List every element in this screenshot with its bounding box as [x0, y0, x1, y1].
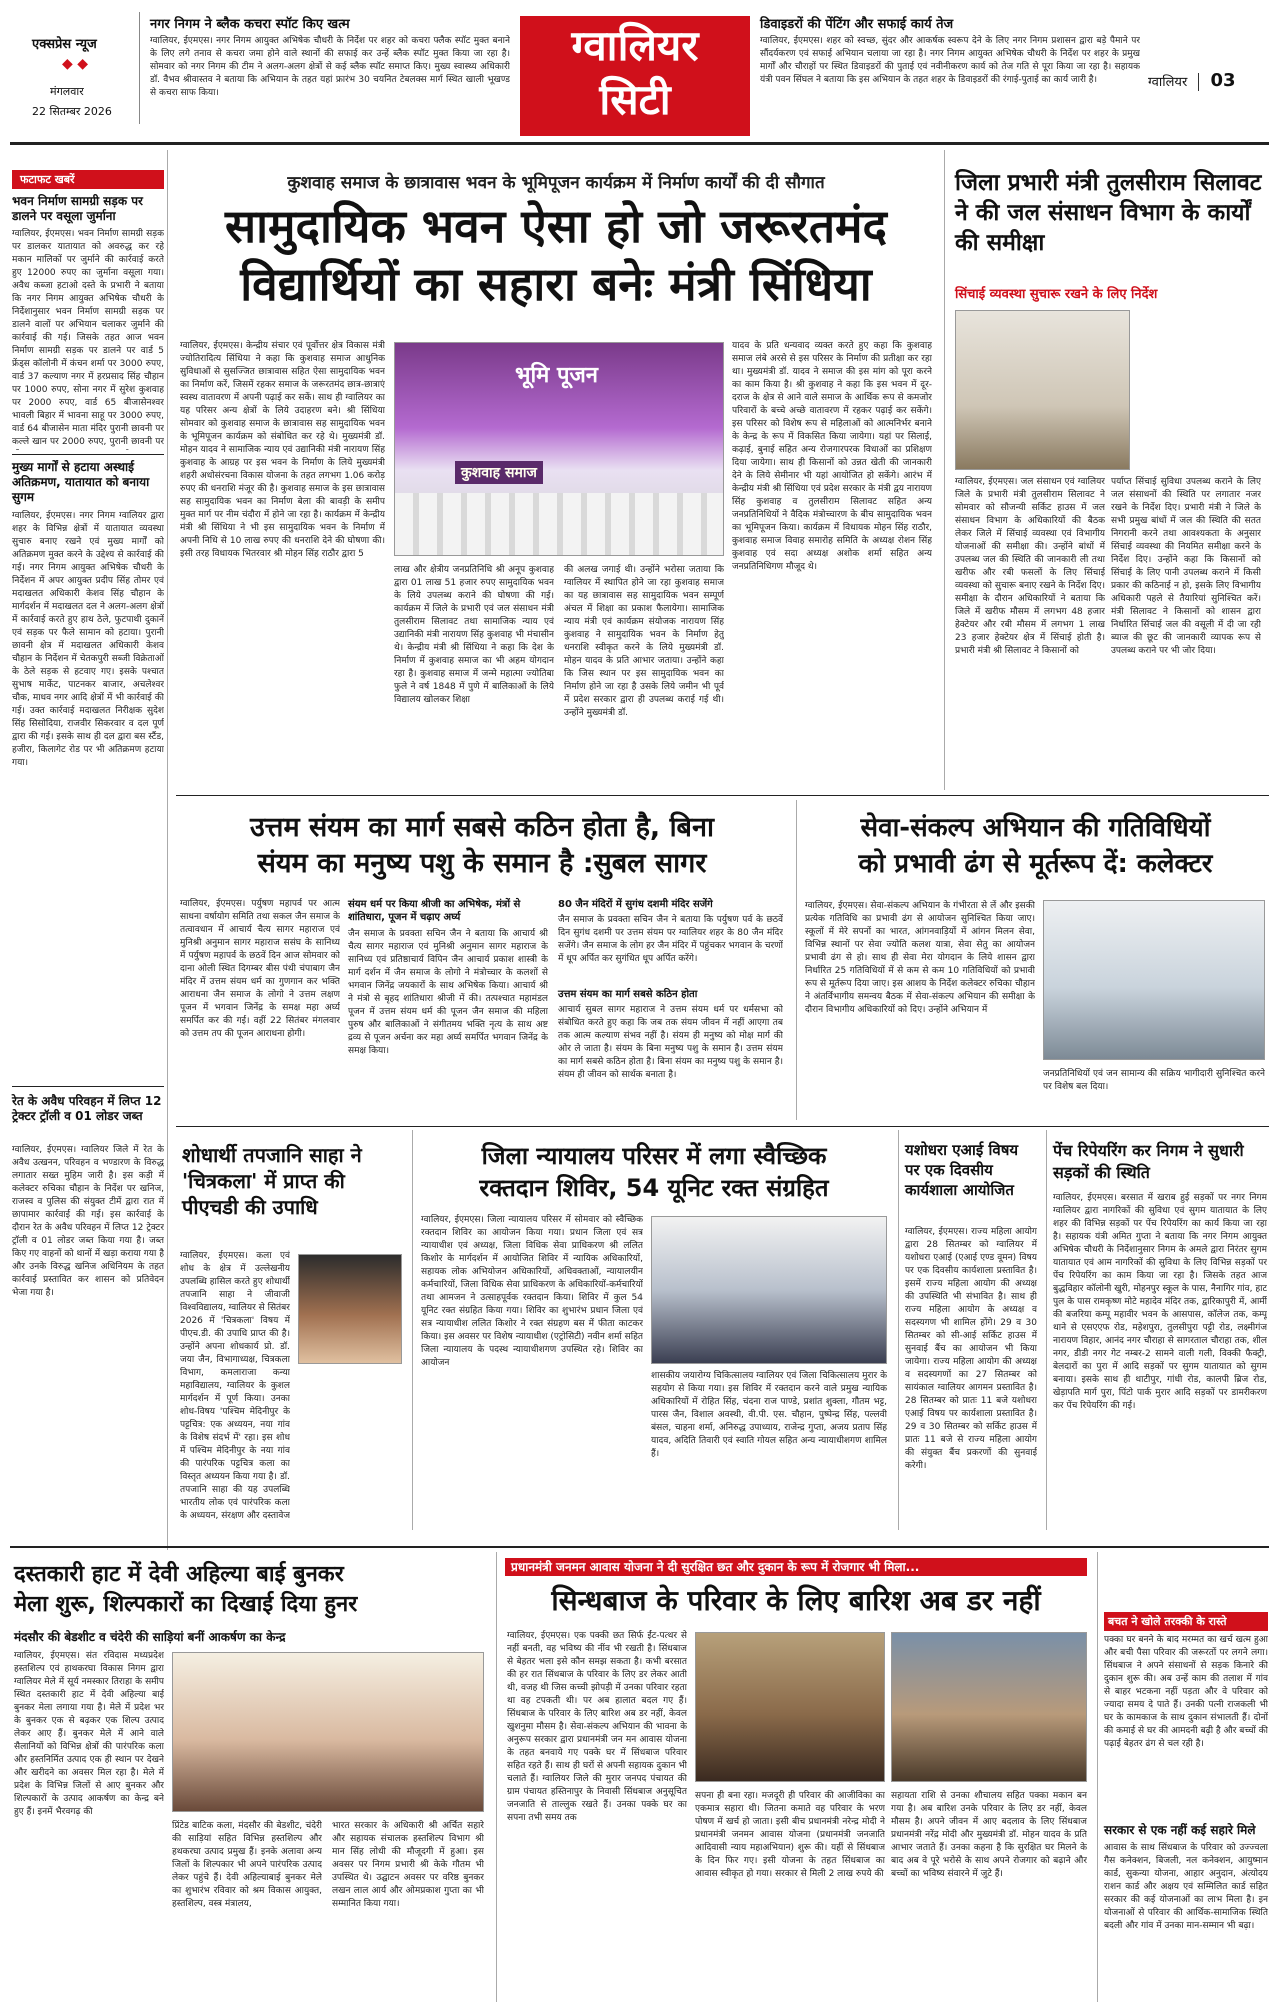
awas-banner: प्रधानमंत्री जनमन आवास योजना ने दी सुरक्षित छत और दुकान के रूप में रोजगार भी मिला... [505, 1558, 1087, 1576]
patch-col-1: ग्वालियर, ईएमएस। बरसात में खराब हुई सड़कों पर नगर निगम ग्वालियर द्वारा नागरिकों की सुविधा एवं सुगम यातायात के लिए शहर की विभिन्न सड़कों पर पेंच रिपेयरिंग का कार्य किया जा रहा है। सहायक यंत्री अमित गुप्ता ने बताया कि नगर निगम आयुक्त अभिषेक चौधरी के निर्देशानुसार निगम के अमले द्वारा निरंतर सुगम यातायात एवं आम नागरिकों की सुविधा के लिए विभिन्न सड़कों पर पेंच रिपेयरिंग का काम किया जा रहा है। जिसके तहत आज बुद्धविहार कॉलोनी खुरी, मोहनपुर स्कूल के पास, नैनागिर गांव, हाट पुल के पास रामकृष्ण मोटे महादेव मंदिर तक, द्वारिकापुरी में, आर्मी की बजरिया कम्पू महावीर भवन के आसपास, कॉलेज तक, कम्पू थाने से एसएएफ रोड, महेशपुरा, तुलसीपुरा पट्टी रोड, लक्ष्मीगंज नारायण विहार, आनंद नगर चौराहा से सागरताल चौराहा तक, शील नगर, डीडी नगर गेट नम्बर-2 सामने वाली गली, विक्की फैक्ट्री, बेलदारों का पुरा में आदि सड़कों पर सुगम यातायात को सुगम बनाया। इसके साथ ही थाटीपुर, गांधी रोड, कालपी ब्रिज रोड, खेड़ापति मार्ग पुरा, पिंटो पार्क मुरार आदि सड़कों पर डामरीकरण कर पेंच रिपेयरिंग की गई। [1053, 1193, 1267, 1411]
sidebar-label: फटाफट खबरें [12, 170, 164, 189]
haat-col-2: प्रिंटेड बाटिक कला, मंदसौर की बेडशीट, चंदेरी की साड़ियां सहित विभिन्न हस्तशिल्प और हथकरघा उत्पाद प्रमुख हैं। इनके अलावा अन्य जिलों के शिल्पकार भी अपने पारंपरिक उत्पाद लेकर पहुंचे हैं। देवी अहिल्याबाई बुनकर मेले का शुभारंभ रविवार को श्रम विकास आयुक्त, हस्तशिल्प, वस्त्र मंत्रालय, [172, 1821, 322, 1909]
sidebar-bottom [1097, 1552, 1269, 2002]
haat-headline-2: मेला शुरू, शिल्पकारों का दिखाई दिया हुनर [14, 1592, 358, 1617]
lead-kicker: कुशवाह समाज के छात्रावास भवन के भूमिपूजन कार्यक्रम में निर्माण कार्यों की दी सौगात [287, 173, 825, 193]
masthead-rule [10, 142, 1269, 145]
saha-col-1: ग्वालियर, ईएमएस। कला एवं शोध के क्षेत्र में उल्लेखनीय उपलब्धि हासिल करते हुए शोधार्थी तपजानि साहा ने जीवाजी विश्वविद्यालय, ग्वालियर से सितंबर 2026 में 'चित्रकला' विषय में पीएच.डी. की उपाधि प्राप्त की है। उन्होंने अपना शोधकार्य प्रो. डॉ. जया जैन, विभागाध्यक्ष, चित्रकला विभाग, कमलाराजा कन्या महाविद्यालय, ग्वालियर के कुशल मार्गदर्शन में पूर्ण किया। उनका शोध-विषय 'पश्चिम मेदिनीपुर के पट्टचित्र: एक अध्ययन, नया गांव के विशेष संदर्भ में' रहा। इस शोध में पश्चिम मेदिनीपुर के नया गांव की पारंपरिक पट्टचित्र कला का विस्तृत अध्ययन किया गया है। डॉ. तपजानि साहा की यह उपलब्धि भारतीय लोक एवं पारंपरिक कला के अध्ययन, संरक्षण और दस्तावेज [180, 1251, 290, 1520]
subal-col-3-head: 80 जैन मंदिरों में सुगंध दशमी मंदिर सजेंगे [558, 899, 713, 910]
blood-col-2: शासकीय जयारोग्य चिकित्सालय ग्वालियर एवं जिला चिकित्सालय मुरार के सहयोग से किया गया। इस शिविर में रक्तदान करने वाले प्रमुख न्यायिक अधिकारियों में रोहित सिंह, चंदना राज पाण्डे, प्रशांत शुक्ला, गौतम भट्ट, पारस जैन, विशाल अवस्थी, वी.पी. एस. चौहान, पुष्पेन्द्र सिंह, पल्लवी बंसल, चाहना शर्मा, अनिरुद्ध उपाध्याय, राजेन्द्र गुप्ता, अजय प्रताप सिंह यादव, अदिति तिवारी एवं स्वाति गोयल सहित अन्य न्यायाधीशगण शामिल हैं। [651, 1371, 887, 1459]
yashodhara-col-1: ग्वालियर, ईएमएस। राज्य महिला आयोग द्वारा 28 सितम्बर को ग्वालियर में यशोधरा एआई (एआई एण्ड वूमन) विषय पर एक दिवसीय कार्यशाला प्रस्तावित है। इसमें राज्य महिला आयोग की अध्यक्ष की उपस्थिति भी संभावित है। साथ ही राज्य महिला आयोग के अध्यक्ष व सदस्यगण भी शामिल होंगे। 29 व 30 सितम्बर को सी-आई सर्किट हाउस में सुनवाई बैंच का आयोजन भी किया जायेगा। राज्य महिला आयोग की अध्यक्ष व सदस्यगणों का 27 सितम्बर को सायंकाल ग्वालियर आगमन प्रस्तावित है। 28 सितम्बर को प्रातः 11 बजे यशोधरा एआई विषय पर कार्यशाला प्रस्तावित है। 29 व 30 सितम्बर को सर्किट हाउस में प्रातः 11 बजे से राज्य महिला आयोग की संयुक्त बैंच प्रकरणों की सुनवाई करेगी। [905, 1227, 1037, 1471]
lead-headline-2: विद्यार्थियों का सहारा बनेः मंत्री सिंधिया [240, 257, 872, 311]
sidebar-story1-body: ग्वालियर, ईएमएस। भवन निर्माण सामग्री सड़क पर डालकर यातायात को अवरुद्ध कर रहे मकान मालिकों पर जुर्माने की कार्रवाई करते हुए 12000 रुपए का जुर्माना वसूला गया। अवैध कब्जा हटाओ दस्ते के प्रभारी ने बताया कि नगर निगम आयुक्त अभिषेक चौधरी के निर्देशानुसार भवन निर्माण सामग्री सड़क पर डालने वालों पर अभियान चलाकर जुर्माने की कार्रवाई की गई। जिसके तहत आज भवन निर्माण सामग्री सड़क पर डालने पर वार्ड 5 फ्रेंड्स कॉलोनी में कंचन शर्मा पर 3000 रुपए, वार्ड 37 कल्याण नगर में हरप्रसाद सिंह चौहान पर 1000 रुपए, सोना नगर में सुरेश कुशवाह पर 2000 रुपए, वार्ड 65 बीजासेनश्वर भावली बिहार में भावना साहू पर 3000 रुपए, वार्ड 64 बीजासेन माता मंदिर पुरानी छावनी पर कल्ले खान पर 2000 रुपए, पुरानी छावनी पर [12, 229, 164, 447]
awas-story [496, 1552, 1091, 2002]
silawat-story [944, 150, 1269, 790]
date-label: 22 सितम्बर 2026 [32, 105, 112, 118]
yashodhara-story [898, 1130, 1040, 1530]
saha-story [176, 1130, 406, 1530]
collector-photo [1043, 900, 1265, 1060]
masthead [0, 0, 1279, 140]
page-info [1148, 70, 1273, 94]
top-left-headline: नगर निगम ने ब्लैक कचरा स्पॉट किए खत्म [150, 17, 350, 32]
saha-photo [298, 1254, 402, 1364]
brand-mark-icon: ◆ ◆ [62, 56, 88, 72]
subal-col-3-head2: उत्तम संयम का मार्ग सबसे कठिन होता [558, 989, 698, 1000]
silawat-col-1: ग्वालियर, ईएमएस। जल संसाधन एवं ग्वालियर जिले के प्रभारी मंत्री तुलसीराम सिलावट ने सोमवार को सौजन्यी सर्किट हाउस में जल संसाधन विभाग के अधिकारियों की बैठक लेकर जिले में सिंचाई व्यवस्था एवं विभागीय योजनाओं की समीक्षा की। उन्होंने बांधों में उपलब्ध जल की स्थिति की जानकारी ली तथा खरीफ और रबी फसलों के लिए सिंचाई व्यवस्था को सुचारू बनाए रखने के निर्देश दिए। समीक्षा के दौरान अधिकारियों ने बताया कि जिले में खरीफ मौसम में लगभग 48 हजार हेक्टेयर और रबी मौसम में लगभग 1 लाख 23 हजार हेक्टेयर क्षेत्र में सिंचाई होती है। प्रभारी मंत्री श्री सिलावट ने किसानों को [955, 477, 1105, 656]
subal-col-3: जैन समाज के प्रवक्ता सचिन जैन ने बताया कि पर्युषण पर्व के छठवें दिन सुगंध दशमी पर उत्तम संयम पर ग्वालियर शहर के 80 जैन मंदिर सजेंगे। जैन समाज के लोग हर जैन मंदिर में पहुंचकर भगवान के चरणों में धूप अर्पित कर सुगंधित धूप अर्पित करेंगे। [558, 915, 783, 964]
page-city: ग्वालियर [1148, 75, 1188, 90]
brand-block [10, 12, 140, 124]
sidebar-bottom-headline-1: बचत ने खोले तरक्की के रास्ते [1104, 1612, 1268, 1631]
photo-banner-text: भूमि पूजन [515, 363, 599, 388]
silawat-subhead: सिंचाई व्यवस्था सुचारू रखने के लिए निर्देश [955, 287, 1158, 302]
section-banner [520, 16, 750, 136]
awas-col-2: सपना ही बना रहा। मजदूरी ही परिवार की आजीविका का एकमात्र सहारा थी। जितना कमाते वह परिवार के भरण पोषण में खर्च हो जाता। इसी बीच प्रधानमंत्री नरेन्द्र मोदी ने प्रधानमंत्री जनमन आवास योजना (प्रधानमंत्री जनजाति आदिवासी न्याय महाअभियान) शुरू की। यहीं से सिंधबाज के दिन फिर गए। इसी योजना के तहत सिंधबाज का आवास स्वीकृत हो गया। सरकार से मिली 2 लाख रुपये की [695, 1791, 885, 1879]
awas-photo-1 [695, 1632, 885, 1782]
awas-photo-2 [891, 1632, 1087, 1782]
photo-stage-text: कुशवाह समाज [455, 461, 543, 484]
blood-story [412, 1130, 892, 1530]
top-right-headline: डिवाइडरों की पेंटिंग और सफाई कार्य तेज [760, 17, 954, 32]
sidebar-story3-body: ग्वालियर, ईएमएस। ग्वालियर जिले में रेत के अवैध उत्खनन, परिवहन व भण्डारण के विरुद्ध लगातार सख्त मुहिम जारी है। इस कड़ी में कलेक्टर रुचिका चौहान के निर्देश पर खनिज, राजस्व व पुलिस की संयुक्त टीमें द्वारा रात में छापामार कार्रवाई की गई। इस कार्रवाई के दौरान रेत के अवैध परिवहन में लिप्त 12 ट्रेक्टर ट्रॉली व 01 लोडर जब्त किया गया है। जब्त किए गए वाहनों को थानों में खड़ा कराया गया है और उनके विरुद्ध खनिज अधिनियम के तहत कार्रवाई प्रस्तावित कर शासन को प्रतिवेदन भेजा गया है। [12, 1145, 164, 1298]
collector-headline-1: सेवा-संकल्प अभियान की गतिविधियों [860, 813, 1211, 843]
patch-headline: पेंच रिपेयरिंग कर निगम ने सुधारी सड़कों की स्थिति [1053, 1141, 1244, 1182]
sidebar-bottom-headline-2: सरकार से एक नहीं कई सहारे मिले [1104, 1823, 1256, 1837]
blood-photo [651, 1216, 887, 1364]
patch-story [1046, 1130, 1269, 1530]
saha-headline: शोधार्थी तपजानि साहा ने 'चित्रकला' में प्राप्त की पीएचडी की उपाधि [182, 1143, 362, 1219]
subal-story [176, 800, 788, 1120]
haat-headline-1: दस्तकारी हाट में देवी अहिल्या बाई बुनकर [14, 1562, 344, 1587]
sidebar-story3-headline: रेत के अवैध परिवहन में लिप्त 12 ट्रेक्टर ट्रॉली व 01 लोडर जब्त [12, 1094, 162, 1123]
lead-col-2: लाख और क्षेत्रीय जनप्रतिनिधि श्री अनूप कुशवाह द्वारा 01 लाख 51 हजार रुपए सामुदायिक भवन के लिये उपलब्ध कराने की घोषणा की गई। कार्यक्रम में जिले के प्रभारी एवं जल संसाधन मंत्री तुलसीराम सिलावट तथा सामाजिक न्याय एवं उद्यानिकी मंत्री नारायण सिंह कुशवाह भी मंचासीन थे। केन्द्रीय मंत्री श्री सिंधिया ने कहा कि देश के निर्माण में कुशवाह समाज का भी अहम योगदान रहा है। कुशवाह समाज में जन्मे महात्मा ज्योतिबा फुले ने वर्ष 1848 में पुणे में बालिकाओं के लिये विद्यालय खोलकर शिक्षा [394, 565, 554, 705]
sidebar-bottom-body-1: पक्का घर बनने के बाद मरम्मत का खर्च खत्म हुआ और बची पैसा परिवार की जरूरतों पर लगने लगा। सिंधबाज ने अपने संसाधनों से सड़क किनारे की दुकान शुरू की। अब उन्हें काम की तलाश में गांव से बाहर भटकना नहीं पड़ता और वे परिवार को ज्यादा समय दे पाते हैं। उनकी पत्नी राजकली भी घर के कामकाज के साथ दुकान संभालती हैं। दोनों की कमाई से घर की आमदनी बढ़ी है और बच्चों की पढ़ाई बेहतर ढंग से चल रही है। [1104, 1635, 1268, 1749]
collector-story [796, 800, 1269, 1120]
haat-col-3: भारत सरकार के अधिकारी श्री अर्चित सहारे और सहायक संचालक हस्तशिल्प विभाग श्री मान सिंह लोधी की मौजूदगी में हुआ। इस अवसर पर निगम प्रभारी श्री केके गौतम भी उपस्थित थे। उद्घाटन अवसर पर वरिष्ठ बुनकर लखन लाल आर्य और ओमप्रकाश गुप्ता का भी सम्मानित किया गया। [332, 1821, 484, 1909]
sidebar-story2-headline: मुख्य मार्गों से हटाया अस्थाई अतिक्रमण, यातायात को बनाया सुगम [12, 460, 150, 504]
blood-headline-2: रक्तदान शिविर, 54 यूनिट रक्त संग्रहित [479, 1174, 829, 1202]
haat-col-1: ग्वालियर, ईएमएस। संत रविदास मध्यप्रदेश हस्तशिल्प एवं हाथकरघा विकास निगम द्वारा ग्वालियर मेले में सूर्य नमस्कार तिराहा के समीप स्थित दस्तकारी हाट में देवी अहिल्या बाई बुनकर मेला लगाया गया है। मेले में प्रदेश भर के बुनकर एक से बढ़कर एक शिल्प उत्पाद लेकर आए हैं। बुनकर मेले में आने वाले सैलानियों को विभिन्न क्षेत्रों की पारंपरिक कला और हस्तनिर्मित उत्पाद एक ही स्थान पर देखने और खरीदने का अवसर मिल रहा है। मेले में प्रदेश के विभिन्न जिलों से आए बुनकर और शिल्पकारों के उत्पाद आकर्षण का केन्द्र बने हुए हैं। इनमें भैरवगढ़ की [14, 1651, 164, 1817]
silawat-headline: जिला प्रभारी मंत्री तुलसीराम सिलावट ने की जल संसाधन विभाग के कार्यों की समीक्षा [955, 170, 1262, 256]
subal-col-2-head: संयम धर्म पर किया श्रीजी का अभिषेक, मंत्रों से शांतिधारा, पूजन में चढ़ाए अर्घ्य [348, 899, 521, 923]
day-label: मंगलवार [50, 85, 84, 98]
sidebar [10, 150, 168, 1550]
brand-name: एक्सप्रेस न्यूज [32, 37, 97, 52]
haat-story [10, 1552, 490, 2002]
yashodhara-headline: यशोधरा एआई विषय पर एक दिवसीय कार्यशाला आयोजित [905, 1141, 1019, 1199]
sidebar-story1-headline: भवन निर्माण सामग्री सड़क पर डालने पर वसूला जुर्माना [12, 194, 143, 223]
page-number: 03 [1210, 70, 1236, 91]
collector-col-1: ग्वालियर, ईएमएस। सेवा-संकल्प अभियान के गंभीरता से लें और इसकी प्रत्येक गतिविधि का प्रभावी ढंग से आयोजन सुनिश्चित किया जाए। स्कूलों में मेरे सपनों का भारत, आंगनवाड़ियों में आंगन मिलन सेवा, विभिन्न स्थानों पर सेवा ज्योति कलश यात्रा, सेवा सेतु का आयोजन प्रभावी ढंग से हो। साथ ही सेवा मेरा योगदान के लिये शासन द्वारा निर्धारित 25 गतिविधियों में से कम से कम 10 गतिविधियों को प्रभावी रूप से मूर्तरूप दिया जाए। इस आशय के निर्देश कलेक्टर रुचिका चौहान ने अंतर्विभागीय समन्वय बैठक में सेवा-संकल्प अभियान की समीक्षा के दौरान विभागीय अधिकारियों को दिए। उन्होंने अभियान में [805, 901, 1035, 1015]
collector-caption: जनप्रतिनिधियों एवं जन सामान्य की सक्रिय भागीदारी सुनिश्चित करने पर विशेष बल दिया। [1043, 1069, 1265, 1092]
subal-col-2: जैन समाज के प्रवक्ता सचिन जैन ने बताया कि आचार्य श्री चैत्य सागर महाराज एवं मुनिश्री अनुमान सागर महाराज के सानिध्य एवं प्रतिष्ठाचार्य विपिन जैन आचार्य प्रकाश शास्त्री के मार्ग दर्शन में जैन समाज के लोगो ने मंत्रोच्चार के कलशों से भगवान जिनेंद्र जयकारों के साथ अभिषेक किया। आचार्य श्री ने मंत्रो से बृहद शांतिधारा श्रीजी में की। तत्पश्चात महामंडल पूजन में उत्तम संयम धर्म की पूजन जैन समाज की महिला पुरुष और बालिकाओं ने संगीतमय भक्ति नृत्य के साथ अष्ट द्रव्य से पूजन अर्चना कर महा अर्घ्य समर्पित भगवान जिनेंद्र के समक्ष किया। [348, 929, 548, 1056]
top-left-story [150, 16, 510, 136]
silawat-col-2: पर्याप्त सिंचाई सुविधा उपलब्ध कराने के लिए जल संसाधनों की स्थिति पर लगातार नजर रखने के निर्देश दिए। प्रभारी मंत्री ने जिले के सभी प्रमुख बांधों में जल की स्थिति की सतत निगरानी करने तथा आवश्यकता के अनुसार सिंचाई व्यवस्था की नियमित समीक्षा करने के निर्देश दिए। उन्होंने कहा कि किसानों को सिंचाई के लिए पानी उपलब्ध कराने में किसी प्रकार की कठिनाई न हो, इसके लिए विभागीय अधिकारी पहले से तैयारियां सुनिश्चित करें। मंत्री सिलावट ने किसानों को शासन द्वारा निर्धारित सिंचाई जल की वसूली में दी जा रही ब्याज की छूट की जानकारी व्यापक रूप से उपलब्ध कराने पर भी जोर दिया। [1111, 477, 1261, 656]
top-right-body: ग्वालियर, ईएमएस। शहर को स्वच्छ, सुंदर और आकर्षक स्वरूप देने के लिए नगर निगम प्रशासन द्वारा बड़े पैमाने पर सौंदर्यकरण एवं सफाई अभियान चलाया जा रहा है। नगर निगम आयुक्त अभिषेक चौधरी के निर्देश पर शहर के प्रमुख मार्गों और चौराहों पर स्थित डिवाइडरों की पुताई एवं नवीनीकरण कार्य को तेज गति से पूरा किया जा रहा है। सहायक यंत्री पवन सिंघल ने बताया कि इस अभियान के तहत शहर के डिवाइडरों की रंगाई-पुताई का कार्य जारी है। [760, 36, 1140, 85]
awas-headline: सिन्धबाज के परिवार के लिए बारिश अब डर नहीं [551, 1584, 1041, 1617]
subal-col-1: ग्वालियर, ईएमएस। पर्युषण महापर्व पर आत्म साधना वर्षायोग समिति तथा सकल जैन समाज के तत्वावधान में आचार्य चैत्य सागर महाराज एवं मुनिश्री अनुमान सागर महाराज ससंघ के सानिध्य में पर्युषण महापर्व के छठवें दिन आज सोमवार को दाना ओली स्थित दिगम्बर बीस पंथी चंपाबाग जैन मंदिर में उत्तम संयम धर्म का गुणगान कर भक्ति आराधना जैन समाज के लोगो ने उत्तम लक्षण पूजन में भगवान जिनेंद्र के समक्ष महा अर्घ्य समर्पित कर की गई। वहीं 22 सितंबर मंगलवार को उत्तम तप की पूजन आराधना होगी। [180, 899, 340, 1039]
sidebar-bottom-body-2: आवास के साथ सिंधबाज के परिवार को उज्ज्वला गैस कनेक्शन, बिजली, नल कनेक्शन, आयुष्मान कार्ड, सुकन्या योजना, आहार अनुदान, अंत्योदय राशन कार्ड और अक्षय एवं सम्मिलित कार्ड सहित सरकार की कई योजनाओं का लाभ मिला है। इन योजनाओं से परिवार की आर्थिक-सामाजिक स्थिति बदली और गांव में उनका मान-सम्मान भी बढ़ा। [1104, 1843, 1268, 1931]
top-right-story [760, 16, 1140, 136]
lead-headline-1: सामुदायिक भवन ऐसा हो जो जरूरतमंद [225, 199, 887, 253]
lead-photo [394, 342, 724, 556]
blood-headline-1: जिला न्यायालय परिसर में लगा स्वैच्छिक [481, 1142, 827, 1170]
haat-photo [172, 1652, 484, 1812]
haat-subhead: मंदसौर की बेडशीट व चंदेरी की साड़ियां बनीं आकर्षण का केन्द्र [14, 1630, 286, 1644]
lead-col-1: ग्वालियर, ईएमएस। केन्द्रीय संचार एवं पूर्वोत्तर क्षेत्र विकास मंत्री ज्योतिरादित्य सिंधिया ने कहा कि कुशवाह समाज आधुनिक सुविधाओं से सुसज्जित छात्रावास सहित ऐसा सामुदायिक भवन का निर्माण करें, जिसमें रहकर समाज के जरूरतमंद छात्र-छात्राएं स्वस्थ वातावरण में अपनी पढ़ाई कर सकें। साथ ही ग्वालियर का यह परिसर अन्य क्षेत्रों के लिये उदाहरण बने। श्री सिंधिया सोमवार को कुशवाह समाज के छात्रावास सह सामुदायिक भवन के भूमिपूजन कार्यक्रम को संबोधित कर रहे थे। मुख्यमंत्री डॉ. मोहन यादव ने सामाजिक न्याय एवं उद्यानिकी मंत्री नारायण सिंह कुशवाह के आग्रह पर इस भवन के निर्माण के लिये मुख्यमंत्री शहरी अधोसंरचना विकास योजना के तहत लगभग 1.06 करोड़ रुपए की धनराशि मंजूर की है। कुशवाह समाज के इस छात्रावास सह सामुदायिक भवन का निर्माण बेला की बावड़ी के समीप मुक्त मार्ग पर नीम चंदौरा में होने जा रहा है। कार्यक्रम में केन्द्रीय मंत्री श्री सिंधिया ने भी इस सामुदायिक भवन के निर्माण में अपनी निधि से 10 लाख रुपए की धनराशि देने की घोषणा की। इसी तरह विधायक भितरवार श्री मोहन सिंह राठौर द्वारा 5 [180, 341, 385, 559]
section-title-line1: ग्वालियर [571, 21, 699, 70]
lead-col-3: की अलख जगाई थी। उन्होंने भरोसा जताया कि ग्वालियर में स्थापित होने जा रहा कुशवाह समाज का यह छात्रावास सह सामुदायिक भवन सम्पूर्ण अंचल में शिक्षा का प्रकाश फैलायेगा। सामाजिक न्याय मंत्री एवं कार्यक्रम संयोजक नारायण सिंह कुशवाह ने सामुदायिक भवन के निर्माण हेतु धनराशि स्वीकृत करने के लिये मुख्यमंत्री डॉ. मोहन यादव के प्रति आभार जताया। उन्होंने कहा कि जिस स्थान पर इस सामुदायिक भवन का निर्माण होने जा रहा है उसके लिये जमीन भी पूर्व में प्रदेश सरकार द्वारा ही उपलब्ध कराई गई थी। उन्होंने मुख्यमंत्री डॉ. [564, 565, 724, 718]
lead-col-4: यादव के प्रति धन्यवाद व्यक्त करते हुए कहा कि कुशवाह समाज लंबे अरसे से इस परिसर के निर्माण की प्रतीक्षा कर रहा था। मुख्यमंत्री डॉ. यादव ने समाज की इस मांग को पूरा करने का काम किया है। श्री कुशवाह ने कहा कि इस भवन में दूर-दराज के क्षेत्र से आने वाले समाज के आर्थिक रूप से कमजोर परिवारों के बच्चे अच्छे वातावरण में रहकर पढ़ाई कर सकेंगे। इस परिसर को विशेष रूप से महिलाओं को आत्मनिर्भर बनाने के केन्द्र के रूप में विकसित किया जायेगा। यहां पर सिलाई, कढ़ाई, बुनाई सहित अन्य रोजगारपरक विधाओं का प्रशिक्षण दिया जायेगा। साथ ही किसानों को उन्नत खेती की जानकारी देने के लिये सेमीनार भी यहां आयोजित हो सकेंगे। आरंभ में केन्द्रीय मंत्री श्री सिंधिया एवं प्रदेश सरकार के मंत्री द्वय नारायण सिंह कुशवाह व तुलसीराम सिलावट सहित अन्य जनप्रतिनिधियों ने वैदिक मंत्रोच्चारण के बीच सामुदायिक भवन का भूमिपूजन किया। कार्यक्रम में विधायक मोहन सिंह राठौर, कुशवाह समाज विवाह समारोह समिति के अध्यक्ष रोशन सिंह कुशवाह एवं सदा अध्यक्ष अशोक शर्मा सहित अन्य जनप्रतिनिधिगण मौजूद थे। [732, 341, 932, 572]
subal-col-3b: आचार्य सुबल सागर महाराज ने उत्तम संयम धर्म पर धर्मसभा को संबोधित करते हुए कहा कि जब तक संयम जीवन में नहीं आएगा तब तक आत्म कल्याण संभव नहीं है। संयम ही मनुष्य को मोक्ष मार्ग की ओर ले जाता है। संयम के बिना मनुष्य पशु के समान है। उत्तम संयम का मार्ग सबसे कठिन होता है। बिना संयम का मनुष्य पशु के समान है। संयम ही जीवन को सार्थक बनाता है। [558, 1005, 783, 1080]
blood-col-1: ग्वालियर, ईएमएस। जिला न्यायालय परिसर में सोमवार को स्वैच्छिक रक्तदान शिविर का आयोजन किया गया। प्रधान जिला एवं सत्र न्यायाधीश एवं अध्यक्ष, जिला विधिक सेवा प्राधिकरण श्री ललित किशोर के मार्गदर्शन में आयोजित शिविर में न्यायिक अधिकारियों, सहायक लोक अभियोजन अधिकारियों, अधिवक्ताओं, न्यायालयीन कर्मचारियों, जिला विधिक सेवा प्राधिकरण के अधिकारियों-कर्मचारियों तथा आमजन ने उत्साहपूर्वक रक्तदान किया। शिविर में कुल 54 यूनिट रक्त संग्रहित किया गया। शिविर का शुभारंभ प्रधान जिला एवं सत्र न्यायाधीश ललित किशोर ने रक्त संग्रहण बस में फीता काटकर किया। इस अवसर पर विशेष न्यायाधीश (एट्रोसिटी) नवीन शर्मा सहित जिला न्यायालय के पदस्थ न्यायाधीशगण उपस्थित रहे। शिविर का आयोजन [421, 1215, 643, 1368]
silawat-photo [955, 310, 1130, 470]
awas-col-3: सहायता राशि से उनका शौचालय सहित पक्का मकान बन गया है। अब बारिश उनके परिवार के लिए डर नहीं, केवल मौसम है। अपने जीवन में आए बदलाव के लिए सिंधबाज प्रधानमंत्री नरेंद्र मोदी और मुख्यमंत्री डॉ. मोहन यादव के प्रति आभार जताते हैं। उनका कहना है कि सुरक्षित घर मिलने के बाद अब वे पूरे भरोसे के साथ अपने रोजगार को बढ़ाने और बच्चों का भविष्य संवारने में जुटे हैं। [891, 1791, 1087, 1879]
top-left-body: ग्वालियर, ईएमएस। नगर निगम आयुक्त अभिषेक चौधरी के निर्देश पर शहर को कचरा फ्लैक स्पॉट मुक्त बनाने के लिए लगे तनाव से कचरा जमा होने वाले स्थानों की सफाई कर उन्हें ब्लैक स्पॉट मुक्त किया जा रहा है। सोमवार को नगर निगम की टीम ने अलग-अलग क्षेत्रों से कई ब्लैक स्पॉट समाप्त किए। मुख्य स्वास्थ्य अधिकारी डॉ. वैभव श्रीवास्तव ने बताया कि अभियान के तहत यहां फ्रारंभ 30 चयनित टेबलक्स मार्ग स्थित खाली भूखण्ड से कचरा साफ किया। [150, 36, 510, 98]
awas-col-1: ग्वालियर, ईएमएस। एक पक्की छत सिर्फ ईंट-पत्थर से नहीं बनती, वह भविष्य की नींव भी रखती है। सिंधबाज से बेहतर भला इसे कौन समझ सकता है। कभी बरसात की हर रात सिंधबाज के परिवार के लिए डर लेकर आती थी, वजह थी जिस कच्ची झोपड़ी में उनका परिवार रहता था वह टपकती थी। पर अब हालात बदल गए हैं। सिंधबाज के परिवार के लिए बारिश अब डर नहीं, केवल खुशनुमा मौसम है। सेवा-संकल्प अभियान की भावना के अनुरूप सरकार द्वारा प्रधानमंत्री जन मन आवास योजना के तहत बनवाये गए पक्के घर में सिंधबाज परिवार सहित रहते हैं। साथ ही घरों से अपनी सहायक दुकान भी चलाते हैं। ग्वालियर जिले की मुरार जनपद पंचायत की ग्राम पंचायत हस्तिनापुर के निवासी सिंधबाज अनुसूचित जनजाति से ताल्लुक रखते हैं। उनका पक्के घर का सपना तभी समय तक [507, 1631, 687, 1823]
subal-headline-2: संयम का मनुष्य पशु के समान है :सुबल सागर [257, 848, 707, 879]
lead-story [176, 150, 936, 790]
subal-headline-1: उत्तम संयम का मार्ग सबसे कठिन होता है, बिना [250, 812, 714, 843]
section-title-line2: सिटी [599, 75, 671, 124]
collector-headline-2: को प्रभावी ढंग से मूर्तरूप दें: कलेक्टर [858, 849, 1213, 879]
sidebar-story2-body: ग्वालियर, ईएमएस। नगर निगम ग्वालियर द्वारा शहर के विभिन्न क्षेत्रों में यातायात व्यवस्था सुचारु बनाए रखने एवं मुख्य मार्गों को अतिक्रमण मुक्त करने के उद्देश्य से कार्रवाई की गई। नगर निगम आयुक्त अभिषेक चौधरी के निर्देशन में अपर आयुक्त प्रदीप सिंह तोमर एवं मदाखलत अधिकारी केशव सिंह चौहान के मार्गदर्शन में मदाखलत दल ने अलग-अलग क्षेत्रों में कार्रवाई करते हुए हाथ ठेले, फुटपाथी दुकानें एवं सड़क पर फैले सामान को हटाया। पुरानी छावनी क्षेत्र में मदाखलत अधिकारी केशव चौहान के निर्देशन में चेतकपुरी सब्जी विक्रेताओं के ठेले सड़क से हटवाए गए। इसके पश्चात सुभाष मार्केट, पाटनकर बाजार, अचलेश्वर चौक, माधव नगर आदि क्षेत्रों में भी कार्रवाई की गई। उक्त कार्रवाई मदाखलत निरीक्षक सुदेश सिंह सिसोदिया, राजवीर सिकरवार व दल पूर्ण द्वारा की गई। इसके साथ ही दल द्वारा बस स्टैंड, हजीरा, किलागेट रोड पर भी अतिक्रमण हटाया गया। [12, 511, 164, 768]
